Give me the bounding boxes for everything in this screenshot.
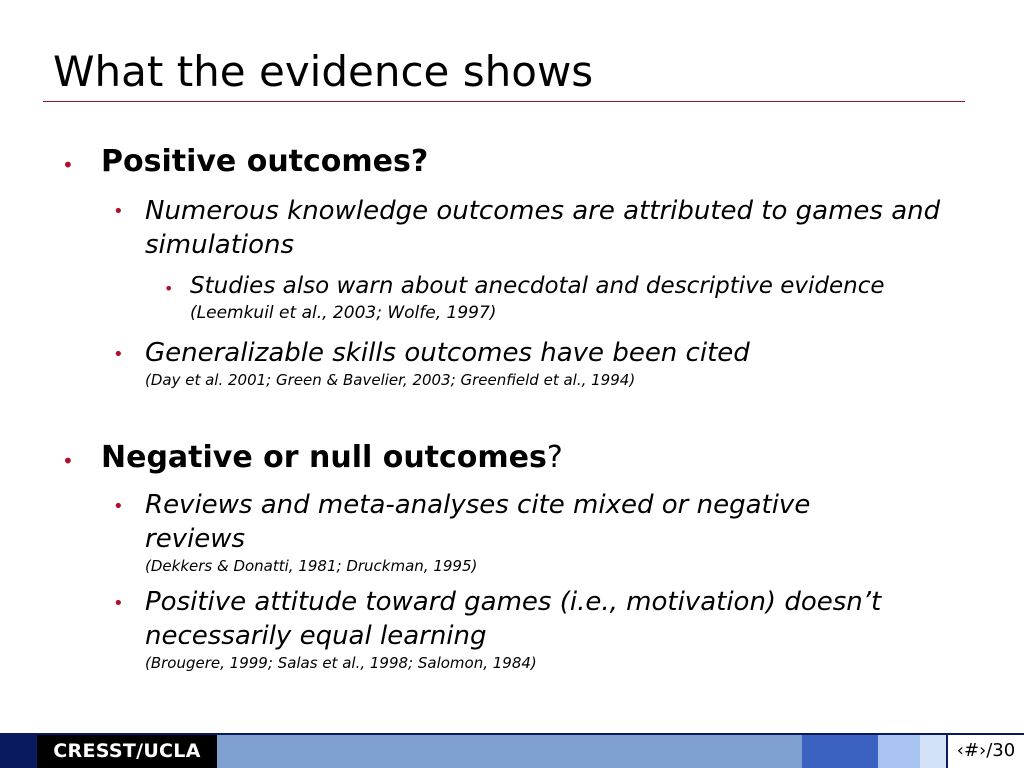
footer-segment [0, 735, 37, 768]
slide-title: What the evidence shows [53, 47, 594, 96]
footer-segment [802, 735, 878, 768]
list-item: Generalizable skills outcomes have been cited [145, 338, 750, 368]
list-item: Numerous knowledge outcomes are attributed to games and simulations [145, 196, 941, 260]
list-item: Positive attitude toward games (i.e., motivation) doesn’t necessarily equal learning [145, 587, 882, 651]
title-divider [43, 101, 965, 102]
citation: (Day et al. 2001; Green & Bavelier, 2003; Greenfield et al., 1994) [145, 371, 636, 389]
citation: (Leemkuil et al., 2003; Wolfe, 1997) [190, 303, 497, 323]
sub-list-item: Studies also warn about anecdotal and descriptive evidence [190, 273, 885, 299]
list-item: Reviews and meta-analyses cite mixed or negative reviews [145, 490, 811, 554]
footer-brand: CRESST/UCLA [37, 735, 217, 768]
bullet-icon: • [62, 153, 74, 177]
section-heading-tail: ? [546, 440, 563, 475]
section-heading-negative [101, 441, 563, 475]
footer-bar [0, 733, 1024, 768]
bullet-icon: • [113, 201, 124, 222]
footer-segment [878, 735, 920, 768]
bullet-icon: • [113, 344, 124, 365]
bullet-icon: • [62, 449, 74, 473]
section-heading-positive: Positive outcomes? [101, 144, 429, 179]
section-heading-label: Negative or null outcomes [101, 440, 547, 475]
bullet-icon: • [113, 593, 124, 614]
citation: (Brougere, 1999; Salas et al., 1998; Salomon, 1984) [145, 654, 537, 672]
citation: (Dekkers & Donatti, 1981; Druckman, 1995) [145, 557, 478, 575]
page-number: ‹#›/30 [946, 735, 1024, 768]
bullet-icon: • [113, 496, 124, 517]
bullet-icon: • [164, 279, 174, 298]
footer-segment [920, 735, 946, 768]
